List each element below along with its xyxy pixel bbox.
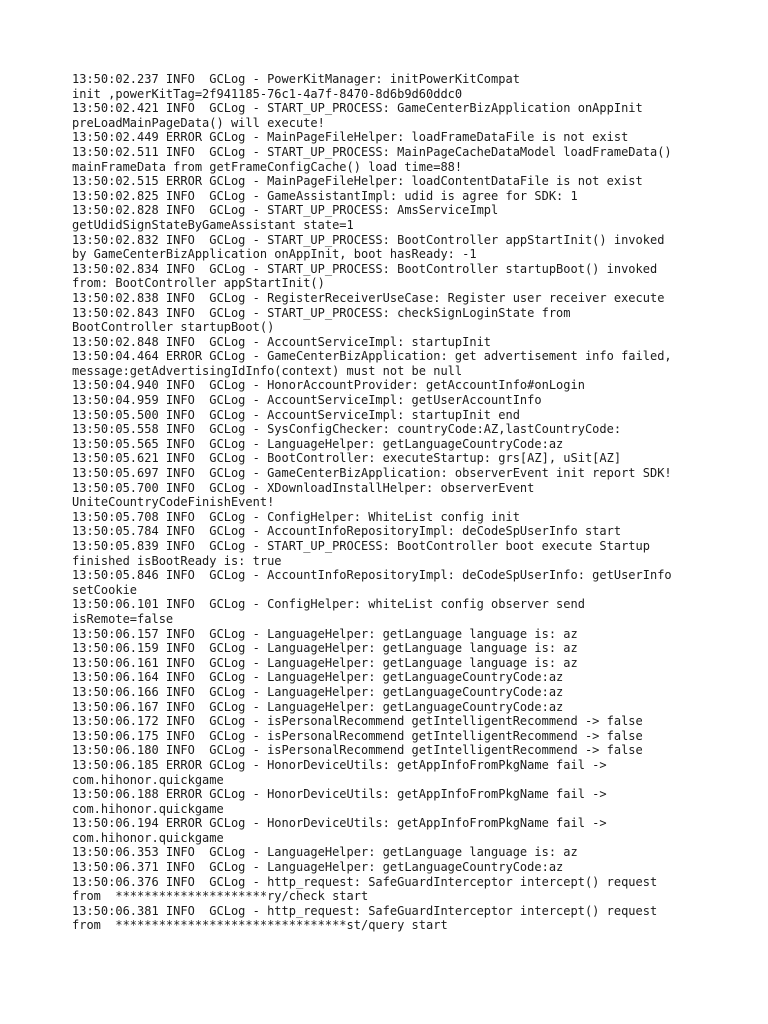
log-line: com.hihonor.quickgame bbox=[72, 801, 224, 816]
log-line: 13:50:06.157 INFO GCLog - LanguageHelper: getLanguage language is: az bbox=[72, 626, 578, 641]
log-line: 13:50:06.185 ERROR GCLog - HonorDeviceUtils: getAppInfoFromPkgName fail -> bbox=[72, 757, 607, 772]
log-line: mainFrameData from getFrameConfigCache() load time=88! bbox=[72, 159, 463, 174]
document-page bbox=[72, 72, 702, 933]
log-line: 13:50:02.421 INFO GCLog - START_UP_PROCESS: GameCenterBizApplication onAppInit bbox=[72, 101, 643, 116]
log-line: 13:50:05.784 INFO GCLog - AccountInfoRepositoryImpl: deCodeSpUserInfo start bbox=[72, 524, 622, 539]
log-line: 13:50:05.846 INFO GCLog - AccountInfoRepositoryImpl: deCodeSpUserInfo: getUserInfo bbox=[72, 568, 672, 583]
log-line: 13:50:02.848 INFO GCLog - AccountServiceImpl: startupInit bbox=[72, 334, 492, 349]
log-line: com.hihonor.quickgame bbox=[72, 830, 224, 845]
log-line: isRemote=false bbox=[72, 611, 174, 626]
log-output bbox=[72, 72, 702, 933]
log-line: 13:50:06.194 ERROR GCLog - HonorDeviceUtils: getAppInfoFromPkgName fail -> bbox=[72, 816, 607, 831]
log-line: from: BootController appStartInit() bbox=[72, 276, 325, 291]
log-line: 13:50:06.381 INFO GCLog - http_request: SafeGuardInterceptor intercept() request bbox=[72, 903, 658, 918]
log-line: BootController startupBoot() bbox=[72, 320, 275, 335]
log-line: 13:50:02.834 INFO GCLog - START_UP_PROCESS: BootController startupBoot() invoked bbox=[72, 261, 658, 276]
log-line: init ,powerKitTag=2f941185-76c1-4a7f-8470-8d6b9d60ddc0 bbox=[72, 86, 463, 101]
log-line: 13:50:05.558 INFO GCLog - SysConfigChecker: countryCode:AZ,lastCountryCode: bbox=[72, 422, 622, 437]
log-line: getUdidSignStateByGameAssistant state=1 bbox=[72, 217, 354, 232]
log-line: 13:50:06.175 INFO GCLog - isPersonalRecommend getIntelligentRecommend -> false bbox=[72, 728, 643, 743]
log-line: 13:50:05.839 INFO GCLog - START_UP_PROCESS: BootController boot execute Startup bbox=[72, 539, 650, 553]
log-line: 13:50:06.172 INFO GCLog - isPersonalRecommend getIntelligentRecommend -> false bbox=[72, 714, 643, 729]
log-line: 13:50:02.449 ERROR GCLog - MainPageFileHelper: loadFrameDataFile is not exist bbox=[72, 130, 629, 145]
log-line: from ********************************st/query start bbox=[72, 918, 448, 933]
log-line: 13:50:06.166 INFO GCLog - LanguageHelper: getLanguageCountryCode:az bbox=[72, 684, 564, 699]
log-line: 13:50:05.565 INFO GCLog - LanguageHelper: getLanguageCountryCode:az bbox=[72, 436, 564, 451]
log-line: 13:50:02.511 INFO GCLog - START_UP_PROCESS: MainPageCacheDataModel loadFrameData() bbox=[72, 144, 672, 159]
log-line: 13:50:04.959 INFO GCLog - AccountServiceImpl: getUserAccountInfo bbox=[72, 393, 542, 408]
log-line: preLoadMainPageData() will execute! bbox=[72, 115, 325, 130]
log-line: 13:50:04.464 ERROR GCLog - GameCenterBizApplication: get advertisement info failed, bbox=[72, 349, 672, 364]
log-line: 13:50:06.161 INFO GCLog - LanguageHelper: getLanguage language is: az bbox=[72, 655, 578, 670]
log-line: 13:50:06.164 INFO GCLog - LanguageHelper: getLanguageCountryCode:az bbox=[72, 670, 564, 685]
log-line: 13:50:02.843 INFO GCLog - START_UP_PROCESS: checkSignLoginState from bbox=[72, 305, 571, 320]
log-line: UniteCountryCodeFinishEvent! bbox=[72, 495, 275, 510]
log-line: 13:50:02.237 INFO GCLog - PowerKitManager: initPowerKitCompat bbox=[72, 72, 520, 86]
log-line: by GameCenterBizApplication onAppInit, boot hasReady: -1 bbox=[72, 247, 477, 262]
log-line: 13:50:02.825 INFO GCLog - GameAssistantImpl: udid is agree for SDK: 1 bbox=[72, 188, 578, 203]
log-line: com.hihonor.quickgame bbox=[72, 772, 224, 787]
log-line: 13:50:05.700 INFO GCLog - XDownloadInstallHelper: observerEvent bbox=[72, 480, 535, 495]
log-line: from *********************ry/check start bbox=[72, 889, 369, 904]
log-line: 13:50:06.180 INFO GCLog - isPersonalRecommend getIntelligentRecommend -> false bbox=[72, 743, 643, 758]
log-line: finished isBootReady is: true bbox=[72, 553, 282, 568]
log-line: message:getAdvertisingIdInfo(context) must not be null bbox=[72, 363, 463, 378]
log-line: setCookie bbox=[72, 582, 138, 597]
log-line: 13:50:06.159 INFO GCLog - LanguageHelper: getLanguage language is: az bbox=[72, 641, 578, 656]
log-line: 13:50:06.188 ERROR GCLog - HonorDeviceUtils: getAppInfoFromPkgName fail -> bbox=[72, 787, 607, 802]
log-line: 13:50:06.376 INFO GCLog - http_request: SafeGuardInterceptor intercept() request bbox=[72, 874, 658, 889]
log-line: 13:50:02.838 INFO GCLog - RegisterReceiverUseCase: Register user receiver execute bbox=[72, 290, 665, 305]
log-line: 13:50:06.371 INFO GCLog - LanguageHelper: getLanguageCountryCode:az bbox=[72, 860, 564, 875]
log-line: 13:50:05.621 INFO GCLog - BootController: executeStartup: grs[AZ], uSit[AZ] bbox=[72, 451, 622, 466]
log-line: 13:50:05.708 INFO GCLog - ConfigHelper: WhiteList config init bbox=[72, 509, 520, 524]
log-line: 13:50:05.697 INFO GCLog - GameCenterBizApplication: observerEvent init report SDK! bbox=[72, 466, 672, 481]
log-line: 13:50:06.167 INFO GCLog - LanguageHelper: getLanguageCountryCode:az bbox=[72, 699, 564, 714]
log-line: 13:50:06.101 INFO GCLog - ConfigHelper: whiteList config observer send bbox=[72, 597, 585, 612]
log-line: 13:50:06.353 INFO GCLog - LanguageHelper: getLanguage language is: az bbox=[72, 845, 578, 860]
log-line: 13:50:05.500 INFO GCLog - AccountServiceImpl: startupInit end bbox=[72, 407, 520, 422]
log-line: 13:50:02.515 ERROR GCLog - MainPageFileHelper: loadContentDataFile is not exist bbox=[72, 174, 643, 189]
log-line: 13:50:02.828 INFO GCLog - START_UP_PROCESS: AmsServiceImpl bbox=[72, 203, 499, 218]
log-line: 13:50:04.940 INFO GCLog - HonorAccountProvider: getAccountInfo#onLogin bbox=[72, 378, 585, 393]
log-line: 13:50:02.832 INFO GCLog - START_UP_PROCESS: BootController appStartInit() invoked bbox=[72, 232, 665, 247]
